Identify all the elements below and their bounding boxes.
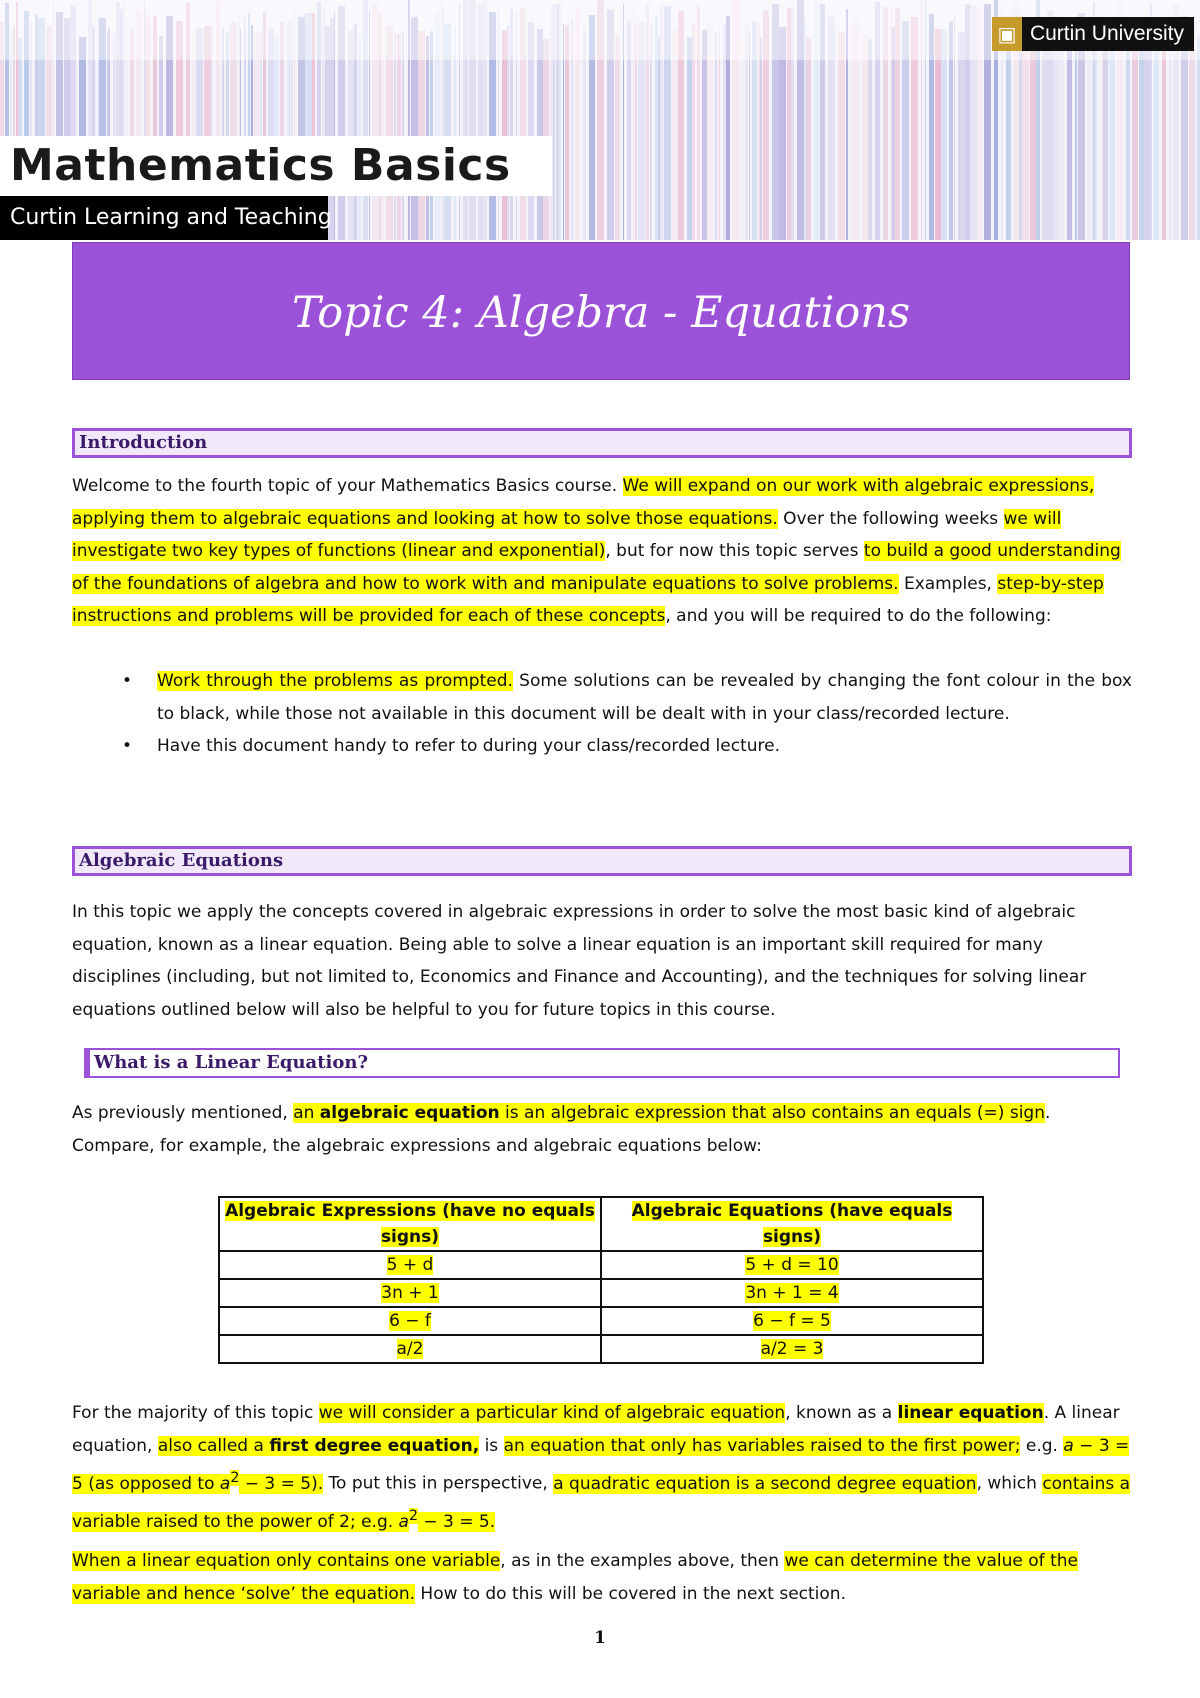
table-row (219, 1279, 983, 1307)
bullet-icon: • (122, 671, 133, 691)
linear-text: , as in the examples above, then (500, 1551, 785, 1571)
section-heading-introduction: Introduction (72, 428, 1132, 458)
intro-paragraph (72, 470, 1132, 633)
linear-highlight-bold: linear equation (897, 1403, 1044, 1423)
header-text: Algebraic Expressions (have no equals signs) (225, 1201, 595, 1247)
linear-highlight: contains a variable raised to the power of 2; e.g. (72, 1473, 1131, 1532)
linear-text: As previously mentioned, (72, 1103, 294, 1123)
linear-paragraph-2 (72, 1397, 1132, 1538)
topic-banner (72, 242, 1130, 380)
linear-highlight: − 3 = 5. (417, 1511, 496, 1532)
cell-text: 6 − f = 5 (753, 1311, 831, 1331)
course-subtitle: Curtin Learning and Teaching (10, 205, 332, 230)
math-exponent: 2 (230, 1470, 240, 1486)
linear-highlight: − 3 = 5 (as opposed to (72, 1435, 1130, 1494)
header-text: Algebraic Equations (have equals signs) (631, 1201, 953, 1247)
cell-text: 5 + d (386, 1255, 434, 1275)
linear-highlight: we can determine the value of the variable and hence ‘solve’ the equation. (72, 1551, 1078, 1604)
cell-text: 3n + 1 (381, 1283, 439, 1303)
intro-highlight: We will expand on our work with algebraic expressions, applying them to algebraic equations and looking at how to solve those equations. (72, 476, 1095, 529)
linear-highlight-bold: first degree equation, (269, 1435, 480, 1456)
list-item (72, 665, 1132, 730)
linear-highlight: also called a (157, 1435, 270, 1456)
curtin-logo (992, 14, 1194, 54)
cell-text: a/2 (396, 1339, 424, 1359)
math-variable: a (219, 1473, 231, 1494)
table-cell (601, 1335, 983, 1363)
table-header-row (219, 1197, 983, 1251)
linear-text: , which (976, 1473, 1043, 1494)
linear-highlight: is an algebraic expression that also contains an equals (=) sign (499, 1103, 1045, 1123)
table-row (219, 1335, 983, 1363)
intro-text: , and you will be required to do the following: (665, 606, 1052, 626)
algebraic-paragraph: In this topic we apply the concepts covered in algebraic expressions in order to solve the most basic kind of algebraic equation, known as a linear equation. Being able to solve a linear equation is an important skill required for many disciplines (including, but not limited to, Economics and Finance and Accounting), and the techniques for solving linear equations outlined below will also be helpful to you for future topics in this course. (72, 902, 1087, 1020)
section-heading-linear-equation: What is a Linear Equation? (84, 1048, 1120, 1078)
table-row (219, 1251, 983, 1279)
cell-text: 3n + 1 = 4 (745, 1283, 839, 1303)
table-cell (601, 1307, 983, 1335)
bullet-text: Have this document handy to refer to during your class/recorded lecture. (157, 736, 781, 756)
table-cell (219, 1251, 601, 1279)
section-heading-algebraic-equations: Algebraic Equations (72, 846, 1132, 876)
curtin-shield-icon: ▣ (992, 17, 1022, 51)
linear-highlight: − 3 = 5). (239, 1473, 324, 1494)
linear-paragraph-1 (72, 1097, 1132, 1162)
table-cell (601, 1279, 983, 1307)
linear-text: How to do this will be covered in the next section. (415, 1583, 846, 1604)
bullet-highlight: Work through the problems as prompted. (157, 671, 513, 691)
header-banner (0, 0, 1200, 240)
table-cell (219, 1307, 601, 1335)
table-cell (219, 1279, 601, 1307)
intro-text: Welcome to the fourth topic of your Mathematics Basics course. (72, 476, 623, 496)
linear-paragraph-3 (72, 1545, 1132, 1610)
intro-highlight: step-by-step instructions and problems will be provided for each of these concepts (72, 573, 1104, 626)
cell-text: 5 + d = 10 (745, 1255, 839, 1275)
intro-text: Over the following weeks (777, 508, 1004, 529)
linear-highlight: a quadratic equation is a second degree equation (553, 1473, 977, 1494)
linear-text: is (479, 1435, 504, 1456)
linear-highlight: an (293, 1103, 320, 1123)
bullet-text: Some solutions can be revealed by changing the font colour in the box to black, while those not available in this document will be dealt with in your class/recorded lecture. (157, 671, 1132, 724)
table-cell (219, 1335, 601, 1363)
cell-text: a/2 = 3 (760, 1339, 824, 1359)
math-variable: a (1063, 1435, 1074, 1456)
bullet-icon: • (122, 736, 133, 756)
expressions-equations-table (218, 1196, 984, 1364)
list-item (72, 730, 1132, 763)
intro-bullet-list (72, 665, 1132, 763)
course-title: Mathematics Basics (10, 140, 511, 191)
linear-text: e.g. (1020, 1435, 1064, 1456)
linear-highlight-bold: algebraic equation (319, 1103, 500, 1123)
intro-text: , but for now this topic serves (605, 541, 864, 561)
table-header-cell (219, 1197, 601, 1251)
logo-text: Curtin University (1022, 17, 1194, 51)
linear-text: For the majority of this topic (72, 1403, 319, 1423)
page-number: 1 (594, 1628, 606, 1648)
intro-highlight: we will investigate two key types of functions (linear and exponential) (72, 508, 1062, 561)
table-row (219, 1307, 983, 1335)
linear-text: , known as a (785, 1403, 898, 1423)
linear-text: . Compare, for example, the algebraic expressions and algebraic equations below: (72, 1103, 1051, 1156)
math-variable: a (398, 1511, 409, 1532)
math-exponent: 2 (408, 1508, 418, 1525)
linear-highlight: an equation that only has variables raised to the first power; (503, 1435, 1021, 1456)
linear-highlight: When a linear equation only contains one variable (72, 1551, 501, 1571)
table-cell (601, 1251, 983, 1279)
topic-title: Topic 4: Algebra - Equations (291, 288, 911, 338)
cell-text: 6 − f (389, 1311, 431, 1331)
linear-text: . A linear equation, (72, 1403, 1120, 1456)
intro-highlight: to build a good understanding of the foundations of algebra and how to work with and manipulate equations to solve problems. (72, 541, 1121, 594)
table-header-cell (601, 1197, 983, 1251)
intro-text: Examples, (898, 573, 998, 594)
linear-highlight: we will consider a particular kind of algebraic equation (318, 1403, 786, 1423)
linear-text: To put this in perspective, (323, 1473, 554, 1494)
